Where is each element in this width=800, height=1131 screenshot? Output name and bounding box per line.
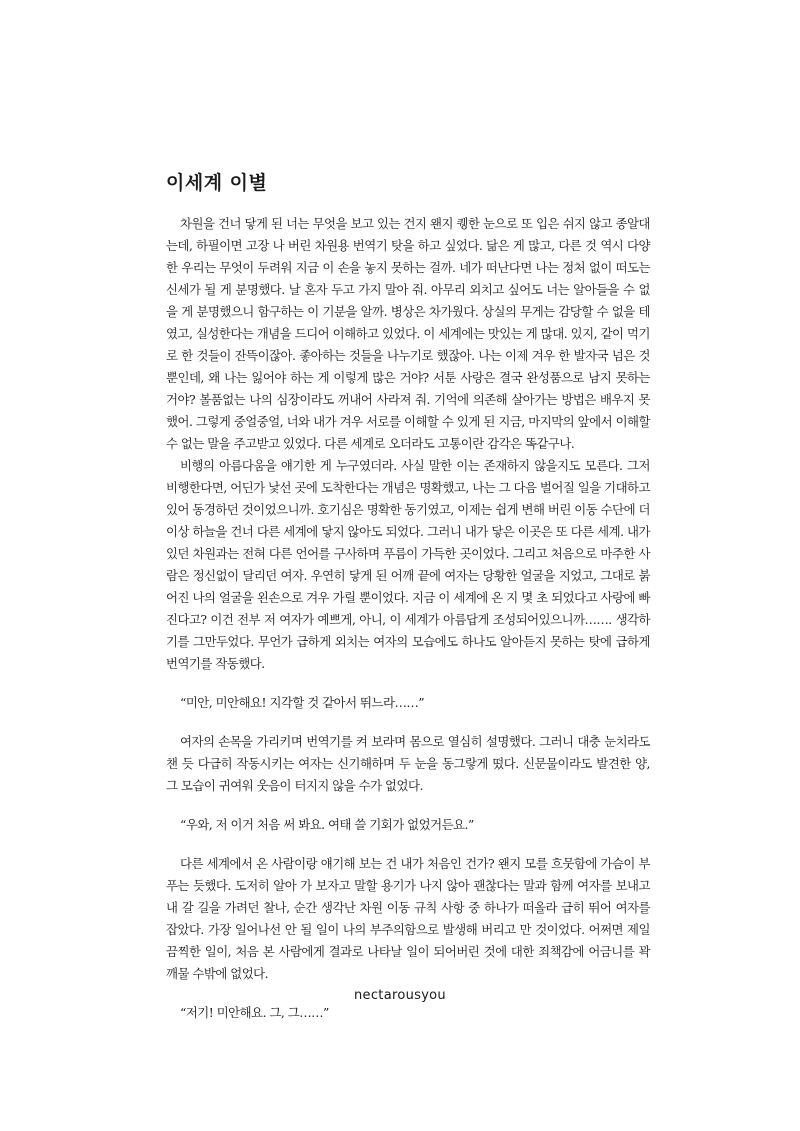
paragraph-1: 차원을 건너 닿게 된 너는 무엇을 보고 있는 건지 왠지 퀭한 눈으로 또 입은 쉬지 않고 종알대는데, 하필이면 고장 나 버린 차원용 번역기 탓을 하고 싶었다. 닮은 게 많고, 다른 것 역시 다양한 우리는 무엇이 두려워 지금 이 손을 놓지 못하는 걸까. 네가 떠난다면 나는 정처 없이 떠도는 신세가 될 게 분명했다. 날 혼자 두고 가지 말아 줘. 아무리 외치고 싶어도 너는 알아들을 수 없을 게 분명했으니 함구하는 이 기분을 알까. 병상은 차가웠다. 상실의 무게는 감당할 수 없을 테였고, 실성한다는 개념을 드디어 이해하고 있었다. 이 세계에는 맛있는 게 많대. 있지, 같이 먹기로 한 것들이 잔뜩이잖아. 좋아하는 것들을 나누기로 했잖아. 나는 이제 겨우 한 발자국 넘은 것뿐인데, 왜 나는 잃어야 하는 게 이렇게 많은 거야? 서툰 사랑은 결국 완성품으로 남지 못하는 거야? 볼품없는 나의 심장이라도 꺼내어 사라져 줘. 기억에 의존해 살아가는 방법은 배우지 못했어. 그렇게 중얼중얼, 너와 내가 겨우 서로를 이해할 수 있게 된 지금, 마지막의 앞에서 이해할 수 없는 말을 주고받고 있었다. 다른 세계로 오더라도 고통이란 감각은 똑같구나. <box>166 216 650 451</box>
paragraph-2: 비행의 아름다움을 얘기한 게 누구였더라. 사실 말한 이는 존재하지 않을지도 모른다. 그저 비행한다면, 어딘가 낯선 곳에 도착한다는 개념은 명확했고, 나는 그 다음 벌어질 일을 기대하고 있어 동경하던 것이었으니까. 호기심은 명확한 동기였고, 이제는 쉽게 변해 버린 이동 수단에 더 이상 하늘을 건너 다른 세계에 닿지 않아도 되었다. 그러니 내가 닿은 이곳은 또 다른 세계. 내가 있던 차원과는 전혀 다른 언어를 구사하며 푸름이 가득한 곳이었다. 그리고 처음으로 마주한 사람은 정신없이 달리던 여자. 우연히 닿게 된 어깨 끝에 여자는 당황한 얼굴을 지었고, 그대로 붉어진 나의 얼굴을 왼손으로 겨우 가릴 뿐이었다. 지금 이 세계에 온 지 몇 초 되었다고 사랑에 빠진다고? 이건 전부 저 여자가 예쁘게, 아니, 이 세계가 아름답게 조성되어있으니까……. 생각하기를 그만두었다. 무언가 급하게 외치는 여자의 모습에도 하나도 알아듣지 못하는 탓에 급하게 번역기를 작동했다. <box>166 458 650 671</box>
paragraph-4: 다른 세계에서 온 사람이랑 얘기해 보는 건 내가 처음인 건가? 왠지 모를 흐뭇함에 가슴이 부푸는 듯했다. 도저히 알아 가 보자고 말할 용기가 나지 않아 괜찮다는 말과 함께 여자를 보내고 내 갈 길을 가려던 찰나, 순간 생각난 차원 이동 규칙 사항 중 하나가 떠올라 급히 뛰어 여자를 잡았다. 가장 일어나선 안 될 일이 나의 부주의함으로 발생해 버리고 만 것이었다. 어쩌면 제일 끔찍한 일이, 처음 본 사람에게 결과로 나타날 일이 되어버린 것에 대한 죄책감에 어금니를 꽉 깨물 수밖에 없었다. <box>166 856 650 981</box>
dialog-line-1: “미안, 미안해요! 지각할 것 같아서 뛰느라……” <box>180 695 425 710</box>
document-page <box>166 168 650 1024</box>
story-title: 이세계 이별 <box>166 172 268 194</box>
paragraph-3: 여자의 손목을 가리키며 번역기를 켜 보라며 몸으로 열심히 설명했다. 그러니 대충 눈치라도 챈 듯 다급히 작동시키는 여자는 신기해하며 두 눈을 동그랗게 떴다. 신문물이라도 발견한 양, 그 모습이 귀여워 웃음이 터지지 않을 수가 없었다. <box>166 734 650 793</box>
dialog-line-2: “우와, 저 이거 처음 써 봐요. 여태 쓸 기회가 없었거든요.” <box>180 817 474 832</box>
author-name: nectarousyou <box>354 988 446 1003</box>
story-body <box>166 213 650 1024</box>
dialog-line-3: “저기! 미안해요. 그, 그……” <box>180 1005 329 1020</box>
